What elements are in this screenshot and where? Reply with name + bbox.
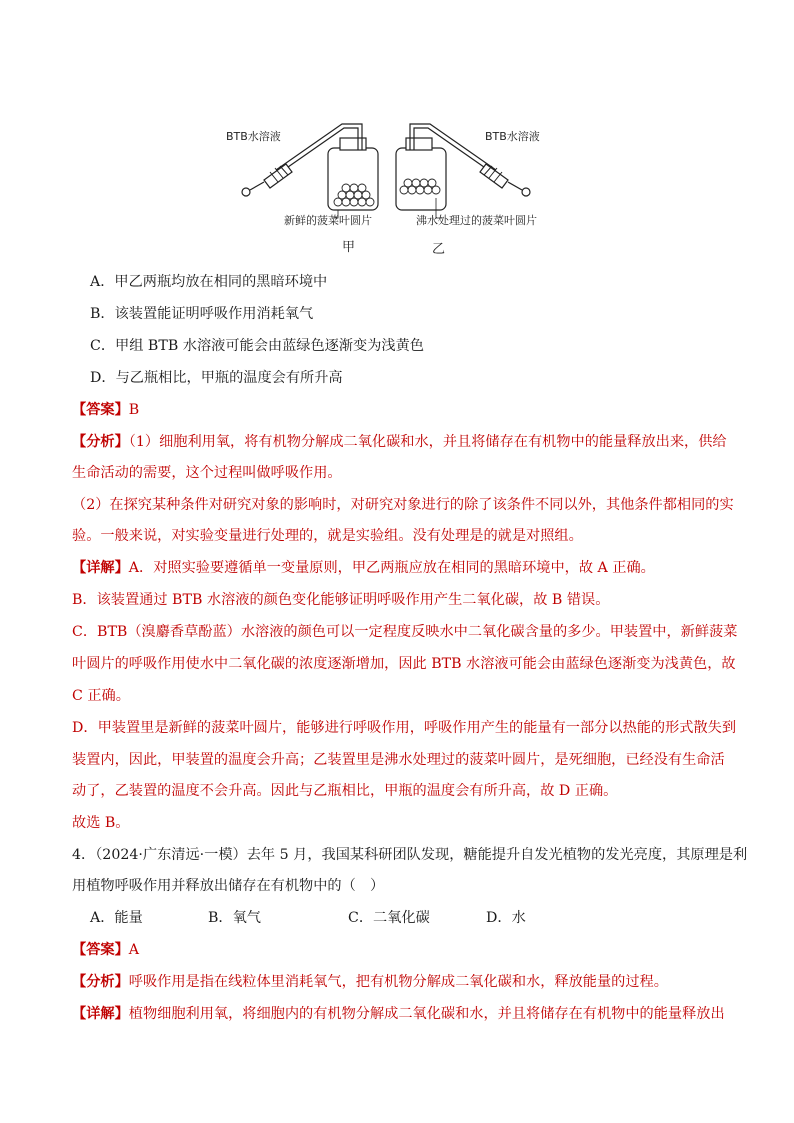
q3-detail-line-7: 装置内，因此，甲装置的温度会升高；乙装置里是沸水处理过的菠菜叶圆片，是死细胞，已经没有生命活 [72, 752, 725, 768]
q3-detail-line-8: 动了，乙装置的温度不会升高。因此与乙瓶相比，甲瓶的温度会有所升高，故 D 正确。 [72, 783, 618, 799]
q4-analysis-text: 呼吸作用是指在线粒体里消耗氧气，把有机物分解成二氧化碳和水，释放能量的过程。 [128, 974, 668, 990]
q4-analysis [72, 972, 732, 992]
q4-answer [72, 940, 732, 960]
q3-detail-line-2: B．该装置通过 BTB 水溶液的颜色变化能够证明呼吸作用产生二氧化碳，故 B 错误。 [72, 592, 610, 608]
q4-answer-value: A [128, 942, 140, 958]
q3-analysis-line-3: （2）在探究某种条件对研究对象的影响时，对研究对象进行的除了该条件不同以外，其他条件都相同的实 [72, 497, 734, 513]
q3-detail-line-6: D．甲装置里是新鲜的菠菜叶圆片，能够进行呼吸作用，呼吸作用产生的能量有一部分以热能的形式散失到 [72, 720, 737, 736]
right-solution-label: BTB水溶液 [485, 130, 540, 143]
q3-detail-line-3: C．BTB（溴麝香草酚蓝）水溶液的颜色可以一定程度反映水中二氧化碳含量的多少。甲装置中，新鲜菠菜 [72, 624, 738, 640]
q3-option-a: A．甲乙两瓶均放在相同的黑暗环境中 [90, 274, 328, 290]
answer-value: B [128, 402, 140, 418]
q4-option-c: C．二氧化碳 [348, 910, 430, 926]
q3-analysis-line-1 [72, 432, 732, 452]
q3-option-d: D．与乙瓶相比，甲瓶的温度会有所升高 [90, 370, 343, 386]
right-bottle-label: 沸水处理过的菠菜叶圆片 [416, 214, 537, 227]
detail-text: A．对照实验要遵循单一变量原则，甲乙两瓶应放在相同的黑暗环境中，故 A 正确。 [128, 560, 655, 576]
caption-yi: 乙 [432, 242, 446, 257]
q3-option-c: C．甲组 BTB 水溶液可能会由蓝绿色逐渐变为浅黄色 [90, 338, 424, 354]
left-solution-label: BTB水溶液 [226, 130, 281, 143]
q4-option-d: D．水 [486, 910, 526, 926]
q4-option-a: A．能量 [90, 910, 143, 926]
experiment-figure [220, 120, 580, 260]
q3-analysis-line-4: 验。一般来说，对实验变量进行处理的，就是实验组。没有处理是的就是对照组。 [72, 528, 583, 544]
analysis-text: （1）细胞利用氧，将有机物分解成二氧化碳和水，并且将储存在有机物中的能量释放出来，供给 [128, 434, 727, 450]
q4-detail-tag: 【详解】 [72, 1006, 129, 1022]
q4-detail-text: 植物细胞利用氧，将细胞内的有机物分解成二氧化碳和水，并且将储存在有机物中的能量释放出 [128, 1006, 725, 1022]
q3-detail-line-5: C 正确。 [72, 688, 130, 704]
answer-tag: 【答案】 [72, 402, 129, 418]
q3-analysis-line-2: 生命活动的需要，这个过程叫做呼吸作用。 [72, 465, 342, 481]
q3-detail-line-9: 故选 B。 [72, 815, 130, 831]
q3-answer [72, 400, 732, 420]
detail-tag: 【详解】 [72, 560, 129, 576]
q4-answer-tag: 【答案】 [72, 942, 129, 958]
q3-option-b: B．该装置能证明呼吸作用消耗氧气 [90, 306, 314, 322]
q3-detail-line-1 [72, 558, 732, 578]
q4-detail [72, 1004, 732, 1024]
q4-analysis-tag: 【分析】 [72, 974, 129, 990]
left-bottle-label: 新鲜的菠菜叶圆片 [284, 214, 372, 227]
q4-option-b: B．氧气 [208, 910, 261, 926]
caption-jia: 甲 [342, 240, 356, 255]
analysis-tag: 【分析】 [72, 434, 129, 450]
q4-stem-line-1: 4．（2024·广东清远·一模）去年 5 月，我国某科研团队发现，糖能提升自发光植物的发光亮度，其原理是利 [72, 847, 748, 863]
q3-detail-line-4: 叶圆片的呼吸作用使水中二氧化碳的浓度逐渐增加，因此 BTB 水溶液可能会由蓝绿色逐渐变为浅黄色，故 [72, 656, 736, 672]
q4-stem-line-2: 用植物呼吸作用并释放出储存在有机物中的（ ） [72, 878, 385, 894]
